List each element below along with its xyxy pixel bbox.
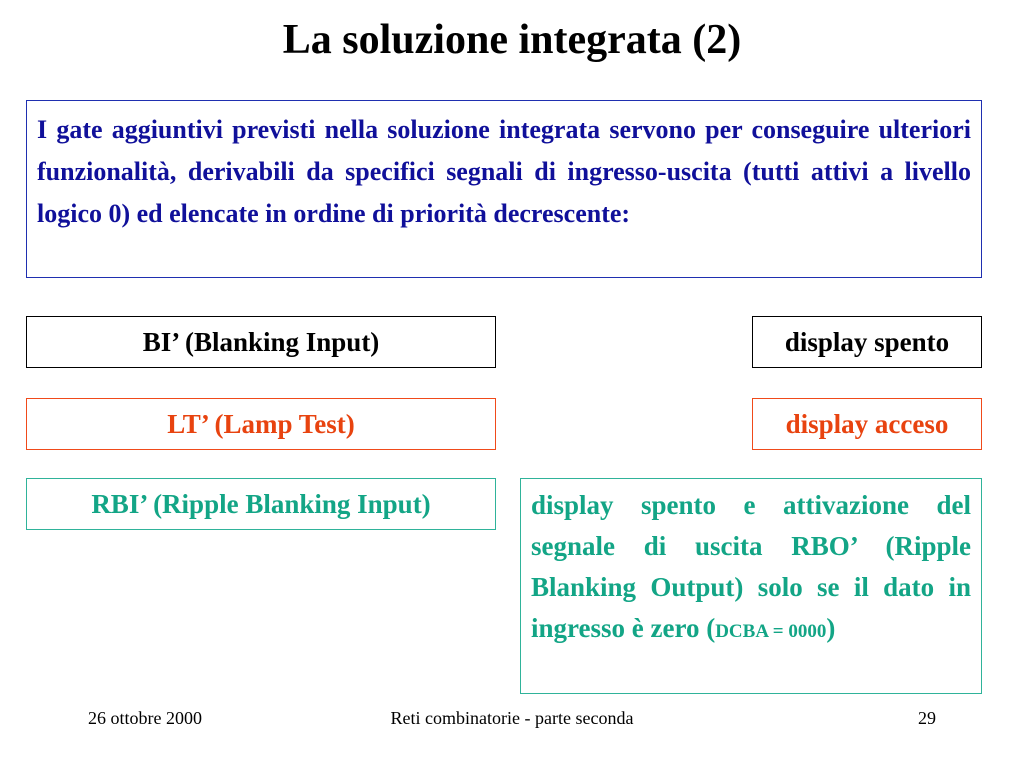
lt-result-box: display acceso (752, 398, 982, 450)
intro-text-box: I gate aggiuntivi previsti nella soluzione integrata servono per conseguire ulteriori funzionalità, derivabili da specifici segnali di ingresso-uscita (tutti attivi a livello logico 0) ed elencate in ordine di priorità decrescente: (26, 100, 982, 278)
footer-page-number: 29 (918, 708, 936, 728)
footer-course: Reti combinatorie - parte seconda (390, 708, 634, 728)
rbi-result-close: ) (826, 613, 836, 643)
rbi-result-box (520, 478, 982, 694)
bi-signal-box: BI’ (Blanking Input) (26, 316, 496, 368)
bi-result-box: display spento (752, 316, 982, 368)
rbi-signal-box: RBI’ (Ripple Blanking Input) (26, 478, 496, 530)
rbi-result-text: display spento e attivazione del segnale di uscita RBO’ (Ripple Blanking Output) solo se il dato in ingresso è zero ( (531, 490, 971, 643)
slide-title: La soluzione integrata (2) (282, 17, 742, 63)
rbi-result-condition: DCBA = 0000 (715, 621, 827, 642)
lt-signal-box: LT’ (Lamp Test) (26, 398, 496, 450)
footer-date: 26 ottobre 2000 (88, 708, 202, 728)
